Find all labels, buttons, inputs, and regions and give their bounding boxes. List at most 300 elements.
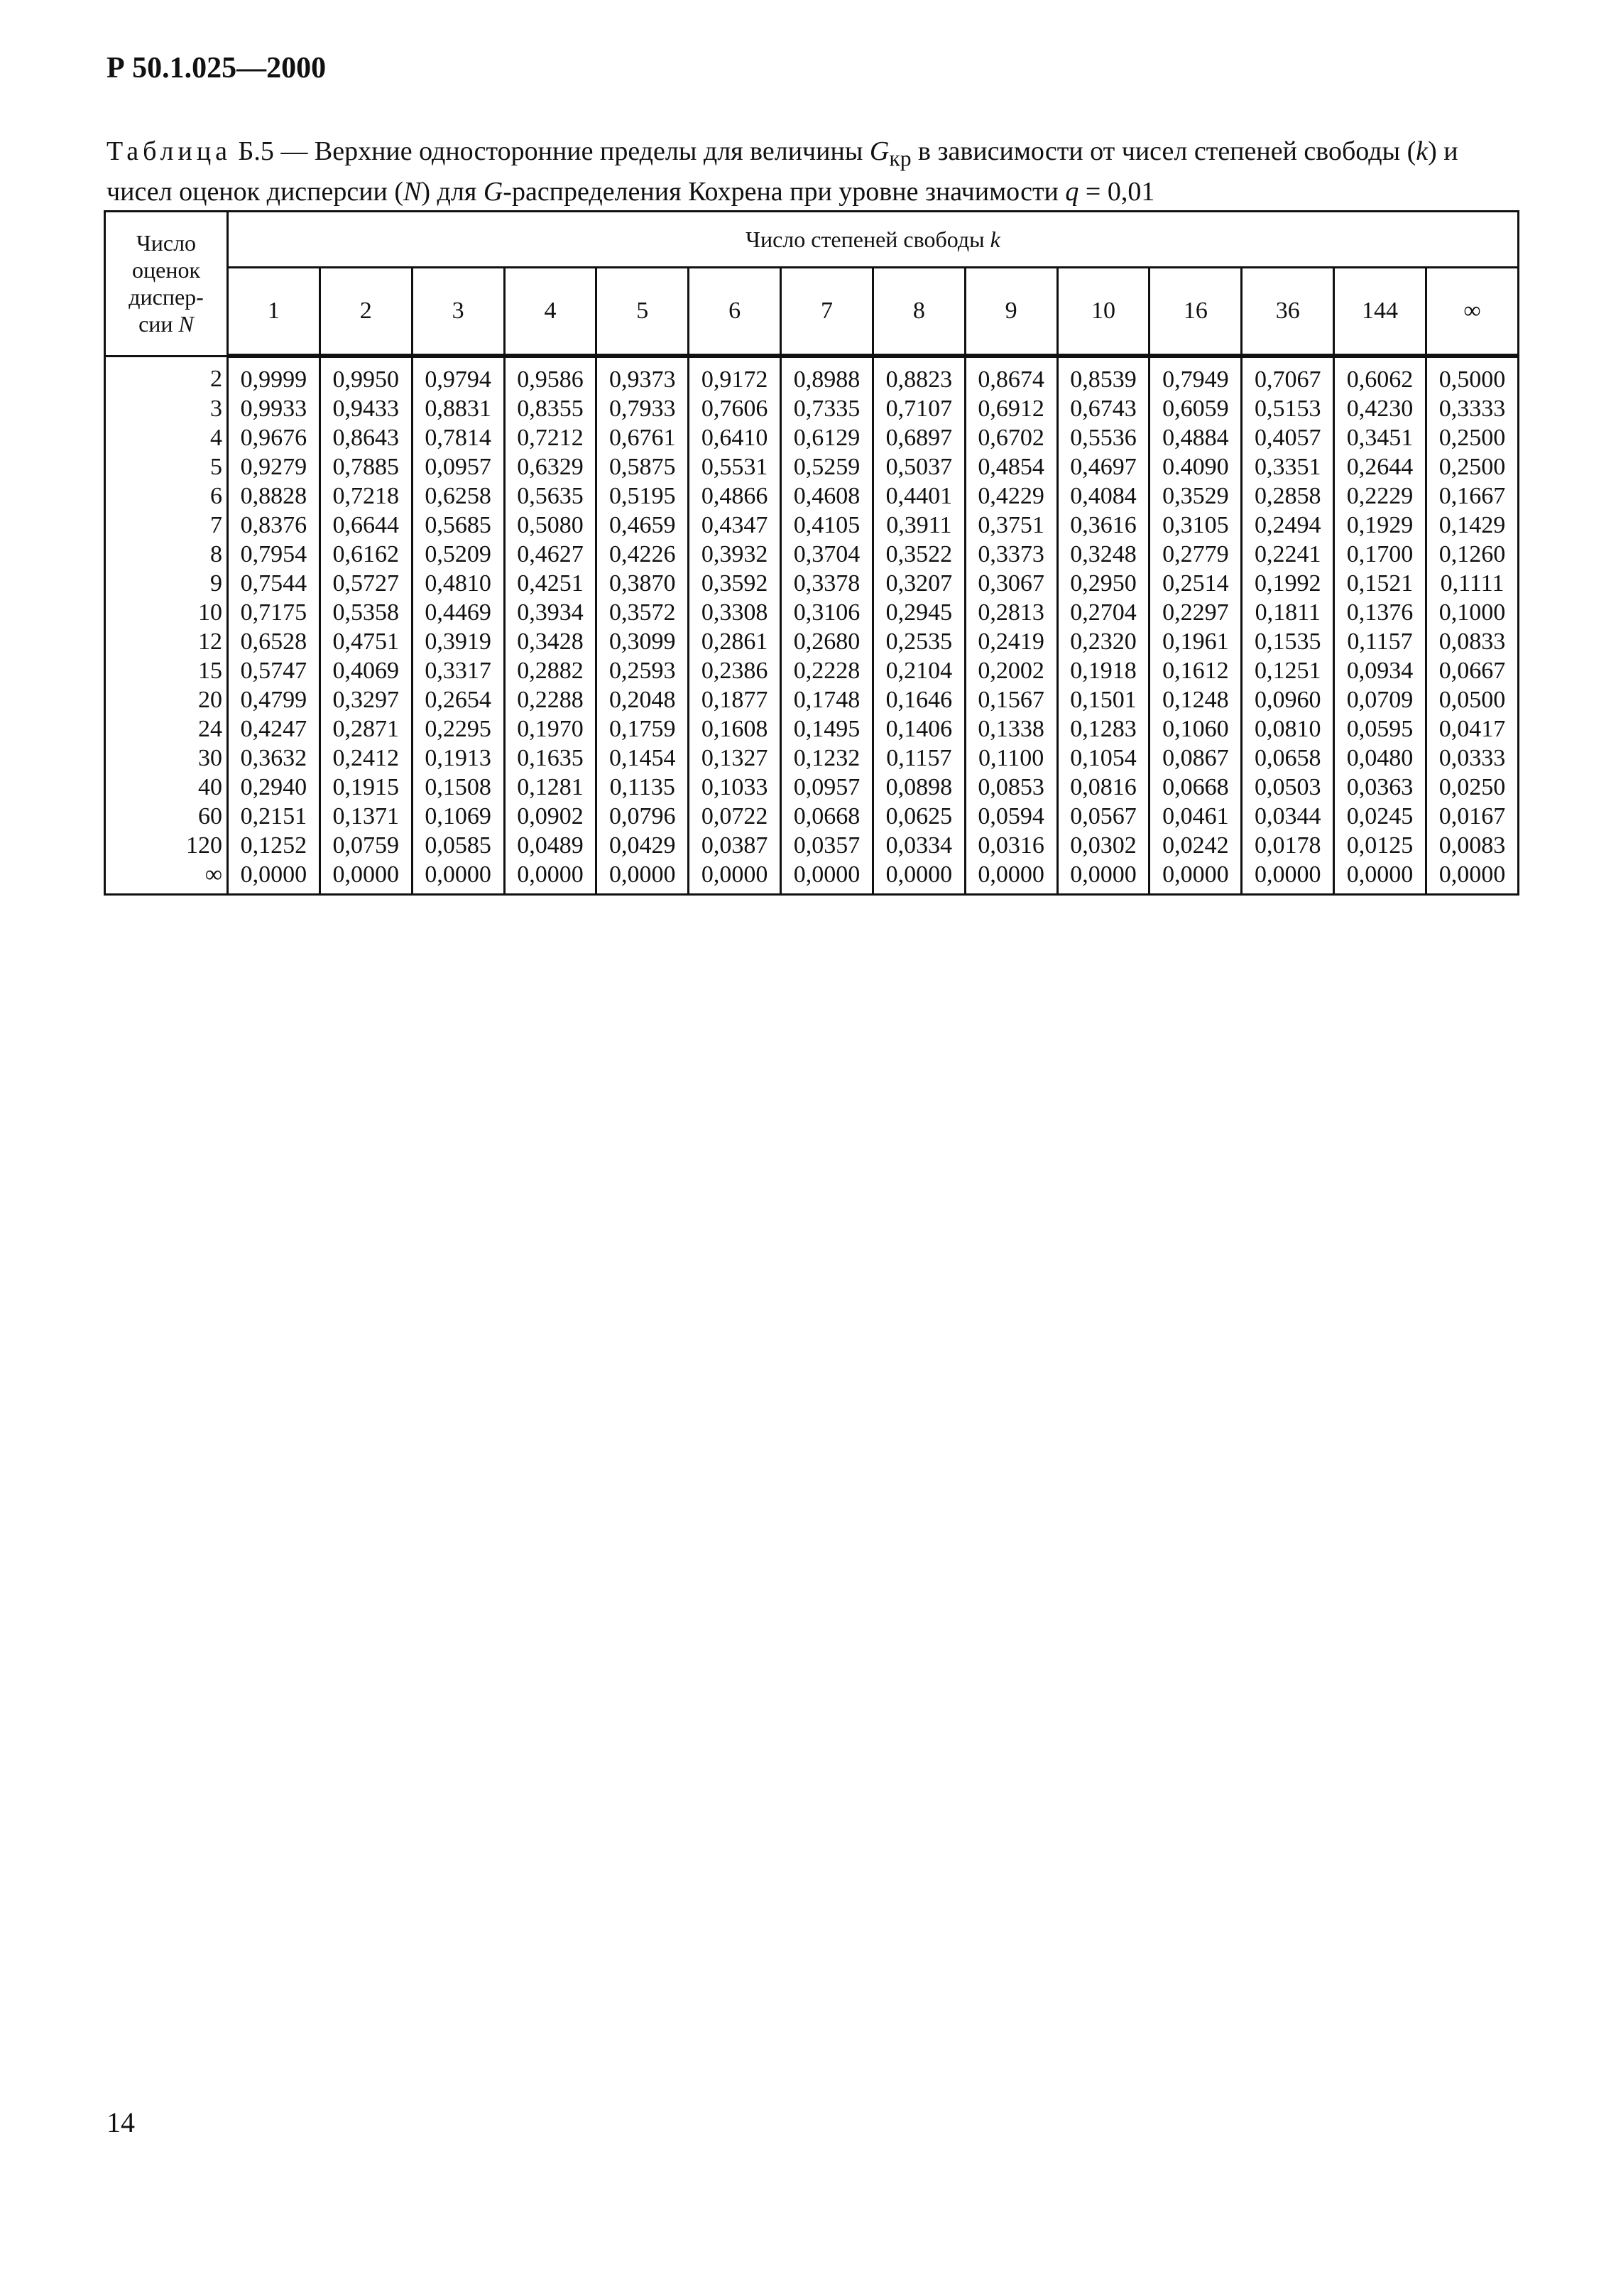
table-row <box>105 452 1519 481</box>
table-cell: 0,3529 <box>1149 481 1242 511</box>
table-cell: 0,3751 <box>965 511 1057 540</box>
table-cell: 0,4608 <box>781 481 873 511</box>
table-cell: 0,4854 <box>965 452 1057 481</box>
row-header-n: 120 <box>105 831 228 860</box>
table-cell: 0,2494 <box>1242 511 1334 540</box>
table-row <box>105 394 1519 423</box>
table-cell: 0,2228 <box>781 656 873 685</box>
table-cell: 0,5531 <box>689 452 781 481</box>
stub-header-line: оценок <box>132 257 200 283</box>
column-header-k: 36 <box>1242 268 1334 357</box>
table-cell: 0,9433 <box>320 394 412 423</box>
row-header-n: 30 <box>105 744 228 773</box>
table-cell: 0,0167 <box>1426 802 1518 831</box>
table-cell: 0,1635 <box>504 744 596 773</box>
table-cell: 0,2288 <box>504 685 596 714</box>
column-header-k: 6 <box>689 268 781 357</box>
caption-text: Верхние односторонние пределы для величины <box>314 136 863 166</box>
table-cell: 0,3632 <box>228 744 320 773</box>
table-cell: 0,2644 <box>1334 452 1426 481</box>
group-header-k-symbol: k <box>990 226 1000 252</box>
stub-header-n-symbol: N <box>178 311 194 337</box>
table-cell: 0,8539 <box>1057 356 1149 394</box>
table-cell: 0,9950 <box>320 356 412 394</box>
table-cell: 0,7107 <box>873 394 965 423</box>
table-body <box>105 356 1519 895</box>
caption-text: ) и чисел оценок дисперсии ( <box>107 136 1458 207</box>
table-cell: 0,3934 <box>504 598 596 627</box>
column-header-k: 5 <box>596 268 689 357</box>
table-cell: 0,8988 <box>781 356 873 394</box>
table-cell: 0,3378 <box>781 569 873 598</box>
table-cell: 0,5153 <box>1242 394 1334 423</box>
table-cell: 0,4469 <box>412 598 504 627</box>
table-cell: 0,1961 <box>1149 627 1242 656</box>
stub-header-line: Число <box>136 230 197 256</box>
table-cell: 0,1501 <box>1057 685 1149 714</box>
table-cell: 0,4866 <box>689 481 781 511</box>
row-header-n: 24 <box>105 714 228 744</box>
table-cell: 0,3870 <box>596 569 689 598</box>
caption-n-symbol: N <box>403 176 422 207</box>
table-cell: 0,2940 <box>228 773 320 802</box>
table-cell: 0,1232 <box>781 744 873 773</box>
row-header-n: 10 <box>105 598 228 627</box>
table-cell: 0,5747 <box>228 656 320 685</box>
row-header-n: 20 <box>105 685 228 714</box>
table-cell: 0,0000 <box>320 860 412 895</box>
table-cell: 0,0796 <box>596 802 689 831</box>
table-cell: 0,6912 <box>965 394 1057 423</box>
table-cell: 0,8828 <box>228 481 320 511</box>
caption-g-symbol: G <box>483 176 503 207</box>
table-cell: 0,1371 <box>320 802 412 831</box>
table-cell: 0,1970 <box>504 714 596 744</box>
table-cell: 0,9586 <box>504 356 596 394</box>
table-row <box>105 481 1519 511</box>
table-cell: 0,6129 <box>781 423 873 452</box>
table-cell: 0,2871 <box>320 714 412 744</box>
table-cell: 0,0567 <box>1057 802 1149 831</box>
column-header-k: 1 <box>228 268 320 357</box>
table-cell: 0,2295 <box>412 714 504 744</box>
table-cell: 0,0000 <box>1057 860 1149 895</box>
table-cell: 0,0585 <box>412 831 504 860</box>
table-row <box>105 627 1519 656</box>
table-cell: 0,1281 <box>504 773 596 802</box>
table-cell: 0,0000 <box>873 860 965 895</box>
table-cell: 0,5037 <box>873 452 965 481</box>
row-header-n: 3 <box>105 394 228 423</box>
table-cell: 0,3317 <box>412 656 504 685</box>
row-header-n: 7 <box>105 511 228 540</box>
table-cell: 0,0316 <box>965 831 1057 860</box>
table-cell: 0,6897 <box>873 423 965 452</box>
table-cell: 0,6702 <box>965 423 1057 452</box>
column-header-k: 2 <box>320 268 412 357</box>
column-header-k: 9 <box>965 268 1057 357</box>
row-header-n: 4 <box>105 423 228 452</box>
caption-k-symbol: k <box>1416 136 1429 166</box>
table-cell: 0,4659 <box>596 511 689 540</box>
table-cell: 0,0759 <box>320 831 412 860</box>
table-cell: 0,1992 <box>1242 569 1334 598</box>
table-cell: 0,0000 <box>1242 860 1334 895</box>
table-cell: 0,6059 <box>1149 394 1242 423</box>
column-header-k: 144 <box>1334 268 1426 357</box>
row-header-n: 60 <box>105 802 228 831</box>
table-cell: 0,4229 <box>965 481 1057 511</box>
table-cell: 0,3351 <box>1242 452 1334 481</box>
table-cell: 0,2882 <box>504 656 596 685</box>
stub-header-line: сии <box>138 311 173 337</box>
table-row <box>105 423 1519 452</box>
table-cell: 0,2950 <box>1057 569 1149 598</box>
table-cell: 0,3207 <box>873 569 965 598</box>
table-cell: 0,1811 <box>1242 598 1334 627</box>
stub-header-line: диспер- <box>129 284 204 310</box>
table-cell: 0,1100 <box>965 744 1057 773</box>
table-cell: 0,1406 <box>873 714 965 744</box>
row-header-n: 2 <box>105 356 228 394</box>
table-cell: 0,6528 <box>228 627 320 656</box>
table-cell: 0,0357 <box>781 831 873 860</box>
table-cell: 0,0867 <box>1149 744 1242 773</box>
page-number: 14 <box>107 2106 135 2138</box>
column-header-k: 4 <box>504 268 596 357</box>
table-cell: 0,1260 <box>1426 540 1518 569</box>
table-cell: 0,0417 <box>1426 714 1518 744</box>
table-cell: 0,0000 <box>781 860 873 895</box>
table-cell: 0,1111 <box>1426 569 1518 598</box>
table-cell: 0,3308 <box>689 598 781 627</box>
table-cell: 0,0387 <box>689 831 781 860</box>
caption-g-subscript: кр <box>889 146 912 171</box>
table-cell: 0,7949 <box>1149 356 1242 394</box>
table-cell: 0,1929 <box>1334 511 1426 540</box>
caption-text: -распределения Кохрена при уровне значимости <box>503 176 1059 207</box>
table-cell: 0,0245 <box>1334 802 1426 831</box>
row-header-n: 8 <box>105 540 228 569</box>
table-cell: 0,7814 <box>412 423 504 452</box>
caption-label: Таблица <box>107 136 232 166</box>
table-cell: 0,1157 <box>1334 627 1426 656</box>
table-caption <box>107 135 1484 208</box>
table-cell: 0.4090 <box>1149 452 1242 481</box>
caption-q-symbol: q <box>1065 176 1079 207</box>
table-cell: 0,3522 <box>873 540 965 569</box>
table-cell: 0,8674 <box>965 356 1057 394</box>
table-cell: 0,2654 <box>412 685 504 714</box>
table-cell: 0,0333 <box>1426 744 1518 773</box>
table-cell: 0,0083 <box>1426 831 1518 860</box>
table-cell: 0,3911 <box>873 511 965 540</box>
table-cell: 0,2500 <box>1426 452 1518 481</box>
table-row <box>105 802 1519 831</box>
table-row <box>105 744 1519 773</box>
table-cell: 0,9279 <box>228 452 320 481</box>
table-cell: 0,1759 <box>596 714 689 744</box>
table-cell: 0,2500 <box>1426 423 1518 452</box>
table-cell: 0,7606 <box>689 394 781 423</box>
table-cell: 0,6162 <box>320 540 412 569</box>
cochran-table <box>104 210 1519 896</box>
table-cell: 0,0242 <box>1149 831 1242 860</box>
table-cell: 0,3704 <box>781 540 873 569</box>
table-cell: 0,1748 <box>781 685 873 714</box>
table-cell: 0,1283 <box>1057 714 1149 744</box>
table-cell: 0,0668 <box>1149 773 1242 802</box>
table-cell: 0,0480 <box>1334 744 1426 773</box>
stub-header <box>105 212 228 357</box>
row-header-n: ∞ <box>105 860 228 895</box>
table-cell: 0,4751 <box>320 627 412 656</box>
table-cell: 0,4810 <box>412 569 504 598</box>
table-cell: 0,1000 <box>1426 598 1518 627</box>
table-row <box>105 685 1519 714</box>
table-cell: 0,5685 <box>412 511 504 540</box>
table-cell: 0,4226 <box>596 540 689 569</box>
table-row <box>105 598 1519 627</box>
table-cell: 0,2858 <box>1242 481 1334 511</box>
table-cell: 0,4251 <box>504 569 596 598</box>
table-cell: 0,2945 <box>873 598 965 627</box>
table-cell: 0,2779 <box>1149 540 1242 569</box>
table-cell: 0,3592 <box>689 569 781 598</box>
table-cell: 0,5875 <box>596 452 689 481</box>
table-cell: 0,0595 <box>1334 714 1426 744</box>
table-cell: 0,0668 <box>781 802 873 831</box>
table-cell: 0,0302 <box>1057 831 1149 860</box>
table-cell: 0,4105 <box>781 511 873 540</box>
table-cell: 0,7544 <box>228 569 320 598</box>
table-cell: 0,1251 <box>1242 656 1334 685</box>
caption-number: Б.5 <box>238 136 274 166</box>
table-cell: 0,2813 <box>965 598 1057 627</box>
table-cell: 0,4401 <box>873 481 965 511</box>
table-cell: 0,2861 <box>689 627 781 656</box>
table-cell: 0,2419 <box>965 627 1057 656</box>
table-cell: 0,2386 <box>689 656 781 685</box>
table-cell: 0,0902 <box>504 802 596 831</box>
table-cell: 0,1608 <box>689 714 781 744</box>
table-cell: 0,0816 <box>1057 773 1149 802</box>
table-cell: 0,7067 <box>1242 356 1334 394</box>
column-header-k: ∞ <box>1426 268 1518 357</box>
table-cell: 0,1915 <box>320 773 412 802</box>
table-cell: 0,0489 <box>504 831 596 860</box>
row-header-n: 40 <box>105 773 228 802</box>
table-cell: 0,9794 <box>412 356 504 394</box>
table-cell: 0,2320 <box>1057 627 1149 656</box>
table-cell: 0,6761 <box>596 423 689 452</box>
table-cell: 0,0000 <box>689 860 781 895</box>
table-cell: 0,2680 <box>781 627 873 656</box>
table-cell: 0,9933 <box>228 394 320 423</box>
table-cell: 0,4884 <box>1149 423 1242 452</box>
row-header-n: 9 <box>105 569 228 598</box>
table-cell: 0,0503 <box>1242 773 1334 802</box>
table-cell: 0,1252 <box>228 831 320 860</box>
table-cell: 0,1327 <box>689 744 781 773</box>
table-row <box>105 569 1519 598</box>
table-cell: 0,7954 <box>228 540 320 569</box>
table-cell: 0,7885 <box>320 452 412 481</box>
table-cell: 0,0658 <box>1242 744 1334 773</box>
table-cell: 0,8831 <box>412 394 504 423</box>
table-cell: 0,7335 <box>781 394 873 423</box>
table-cell: 0,3099 <box>596 627 689 656</box>
row-header-n: 6 <box>105 481 228 511</box>
table-cell: 0,3616 <box>1057 511 1149 540</box>
table-cell: 0,1157 <box>873 744 965 773</box>
caption-text: = 0,01 <box>1085 176 1155 207</box>
table-cell: 0,8355 <box>504 394 596 423</box>
table-cell: 0,3428 <box>504 627 596 656</box>
table-cell: 0,7933 <box>596 394 689 423</box>
table-cell: 0,1667 <box>1426 481 1518 511</box>
column-header-k: 8 <box>873 268 965 357</box>
table-cell: 0,5727 <box>320 569 412 598</box>
table-cell: 0,6644 <box>320 511 412 540</box>
document-code: Р 50.1.025—2000 <box>107 52 327 85</box>
table-cell: 0,0000 <box>965 860 1057 895</box>
caption-text: ) для <box>421 176 477 207</box>
table-row <box>105 714 1519 744</box>
table-cell: 0,0709 <box>1334 685 1426 714</box>
table-cell: 0,4230 <box>1334 394 1426 423</box>
table-cell: 0,5000 <box>1426 356 1518 394</box>
table-cell: 0,8823 <box>873 356 965 394</box>
table-cell: 0,8643 <box>320 423 412 452</box>
table-cell: 0,1535 <box>1242 627 1334 656</box>
table-cell: 0,1567 <box>965 685 1057 714</box>
table-cell: 0,2704 <box>1057 598 1149 627</box>
table-cell: 0,0429 <box>596 831 689 860</box>
table-cell: 0,5358 <box>320 598 412 627</box>
table-cell: 0,7175 <box>228 598 320 627</box>
table-cell: 0,2593 <box>596 656 689 685</box>
table-cell: 0,0957 <box>412 452 504 481</box>
table-cell: 0,0934 <box>1334 656 1426 685</box>
table-cell: 0,1429 <box>1426 511 1518 540</box>
table-cell: 0,1033 <box>689 773 781 802</box>
table-cell: 0,3451 <box>1334 423 1426 452</box>
table-cell: 0,3067 <box>965 569 1057 598</box>
table-cell: 0,4799 <box>228 685 320 714</box>
table-cell: 0,0500 <box>1426 685 1518 714</box>
table-cell: 0,4084 <box>1057 481 1149 511</box>
table-cell: 0,4069 <box>320 656 412 685</box>
column-header-k: 7 <box>781 268 873 357</box>
table-cell: 0,1521 <box>1334 569 1426 598</box>
degrees-of-freedom-header <box>228 212 1519 268</box>
caption-text: в зависимости от чисел степеней свободы ( <box>918 136 1416 166</box>
table-cell: 0,1069 <box>412 802 504 831</box>
table-cell: 0,0667 <box>1426 656 1518 685</box>
table-cell: 0,2104 <box>873 656 965 685</box>
table-cell: 0,2151 <box>228 802 320 831</box>
table-cell: 0,6329 <box>504 452 596 481</box>
table-cell: 0,2535 <box>873 627 965 656</box>
table-cell: 0,2229 <box>1334 481 1426 511</box>
table-cell: 0,1248 <box>1149 685 1242 714</box>
table-cell: 0,4627 <box>504 540 596 569</box>
table-cell: 0,0833 <box>1426 627 1518 656</box>
table-cell: 0,0960 <box>1242 685 1334 714</box>
table-cell: 0,1646 <box>873 685 965 714</box>
table-row <box>105 831 1519 860</box>
table-cell: 0,1918 <box>1057 656 1149 685</box>
table-cell: 0,3297 <box>320 685 412 714</box>
table-cell: 0,0000 <box>228 860 320 895</box>
table-row <box>105 511 1519 540</box>
table-cell: 0,0810 <box>1242 714 1334 744</box>
caption-g-symbol: G <box>869 136 890 166</box>
column-header-row <box>105 268 1519 357</box>
table-cell: 0,9373 <box>596 356 689 394</box>
table-cell: 0,1700 <box>1334 540 1426 569</box>
table-cell: 0,9676 <box>228 423 320 452</box>
table-cell: 0,0344 <box>1242 802 1334 831</box>
table-row <box>105 773 1519 802</box>
row-header-n: 15 <box>105 656 228 685</box>
table-cell: 0,0363 <box>1334 773 1426 802</box>
table-cell: 0,1913 <box>412 744 504 773</box>
table-cell: 0,7218 <box>320 481 412 511</box>
table-cell: 0,0000 <box>1334 860 1426 895</box>
table-cell: 0,1612 <box>1149 656 1242 685</box>
table-cell: 0,3106 <box>781 598 873 627</box>
table-cell: 0,5080 <box>504 511 596 540</box>
table-cell: 0,2241 <box>1242 540 1334 569</box>
table-cell: 0,1338 <box>965 714 1057 744</box>
table-cell: 0,9999 <box>228 356 320 394</box>
table-cell: 0,2412 <box>320 744 412 773</box>
table-cell: 0,5536 <box>1057 423 1149 452</box>
table-cell: 0,0000 <box>504 860 596 895</box>
table-row <box>105 860 1519 895</box>
table-cell: 0,1054 <box>1057 744 1149 773</box>
table-cell: 0,0898 <box>873 773 965 802</box>
table-cell: 0,0334 <box>873 831 965 860</box>
table-cell: 0,2002 <box>965 656 1057 685</box>
row-header-n: 12 <box>105 627 228 656</box>
table-cell: 0,0000 <box>412 860 504 895</box>
table-cell: 0,1877 <box>689 685 781 714</box>
column-header-k: 10 <box>1057 268 1149 357</box>
table-cell: 0,0957 <box>781 773 873 802</box>
table-cell: 0,0178 <box>1242 831 1334 860</box>
table-cell: 0,6258 <box>412 481 504 511</box>
table-cell: 0,3919 <box>412 627 504 656</box>
table-cell: 0,6743 <box>1057 394 1149 423</box>
column-header-k: 16 <box>1149 268 1242 357</box>
table-cell: 0,9172 <box>689 356 781 394</box>
column-header-k: 3 <box>412 268 504 357</box>
table-cell: 0,1495 <box>781 714 873 744</box>
caption-dash: — <box>280 136 308 166</box>
table-cell: 0,1060 <box>1149 714 1242 744</box>
table-cell: 0,0625 <box>873 802 965 831</box>
table-row <box>105 656 1519 685</box>
table-cell: 0,2048 <box>596 685 689 714</box>
table-cell: 0,3572 <box>596 598 689 627</box>
table-cell: 0,0594 <box>965 802 1057 831</box>
table-cell: 0,5209 <box>412 540 504 569</box>
table-row <box>105 356 1519 394</box>
table-cell: 0,0000 <box>596 860 689 895</box>
